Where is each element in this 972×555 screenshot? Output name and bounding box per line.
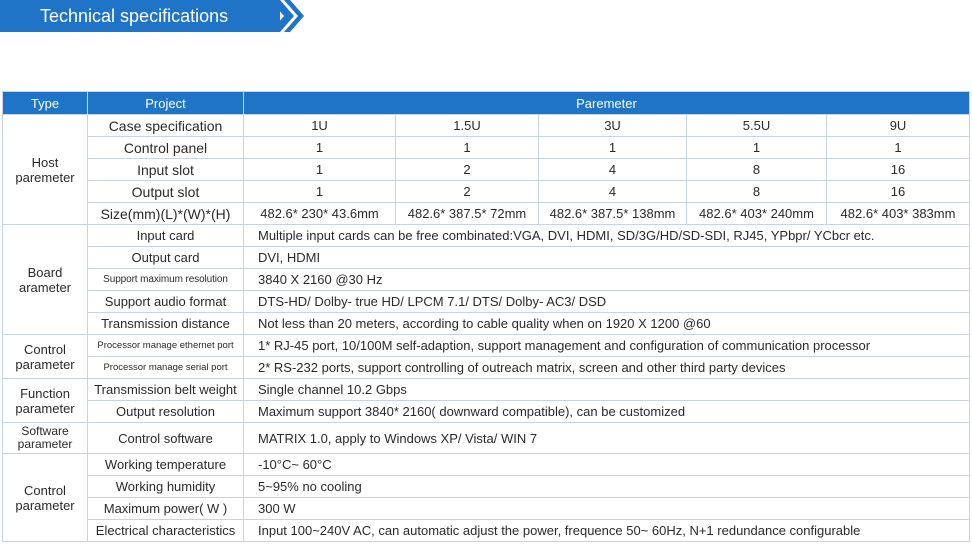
row-value: Input 100~240V AC, can automatic adjust the power, frequence 50~ 60Hz, N+1 redundance configurable — [244, 520, 970, 542]
row-value: DVI, HDMI — [244, 247, 970, 269]
cell: 482.6* 403* 383mm — [827, 203, 970, 225]
group-label: Function parameter — [3, 379, 88, 423]
cell: 4 — [539, 159, 687, 181]
row-value: 1* RJ-45 port, 10/100M self-adaption, support management and configuration of communication processor — [244, 335, 970, 357]
cell: 482.6* 387.5* 72mm — [396, 203, 539, 225]
cell: 9U — [827, 115, 970, 137]
table-row — [3, 520, 970, 542]
row-label: Input card — [88, 225, 244, 247]
table-row — [3, 203, 970, 225]
table-row — [3, 247, 970, 269]
cell: 8 — [687, 181, 827, 203]
header-type: Type — [3, 92, 88, 115]
table-row — [3, 115, 970, 137]
row-value: MATRIX 1.0, apply to Windows XP/ Vista/ WIN 7 — [244, 423, 970, 454]
row-label: Size(mm)(L)*(W)*(H) — [88, 203, 244, 225]
row-label: Output slot — [88, 181, 244, 203]
table-row — [3, 423, 970, 454]
cell: 1 — [539, 137, 687, 159]
table-row — [3, 181, 970, 203]
row-label: Transmission distance — [88, 313, 244, 335]
table-row — [3, 498, 970, 520]
header-parameter: Paremeter — [244, 92, 970, 115]
table-row — [3, 269, 970, 291]
cell: 1 — [244, 137, 396, 159]
row-label: Control panel — [88, 137, 244, 159]
cell: 8 — [687, 159, 827, 181]
row-label: Case specification — [88, 115, 244, 137]
table-row — [3, 379, 970, 401]
cell: 1U — [244, 115, 396, 137]
row-value: -10°C~ 60°C — [244, 454, 970, 476]
row-value: Not less than 20 meters, according to cable quality when on 1920 X 1200 @60 — [244, 313, 970, 335]
cell: 1 — [827, 137, 970, 159]
row-label: Maximum power( W ) — [88, 498, 244, 520]
row-value: 300 W — [244, 498, 970, 520]
cell: 16 — [827, 159, 970, 181]
row-label: Electrical characteristics — [88, 520, 244, 542]
cell: 16 — [827, 181, 970, 203]
table-row — [3, 313, 970, 335]
table-header-row — [3, 92, 970, 115]
cell: 5.5U — [687, 115, 827, 137]
table-row — [3, 357, 970, 379]
row-label: Support maximum resolution — [88, 269, 244, 291]
group-label: Control parameter — [3, 454, 88, 542]
row-value: Single channel 10.2 Gbps — [244, 379, 970, 401]
header-project: Project — [88, 92, 244, 115]
group-label: Control parameter — [3, 335, 88, 379]
group-label: Host paremeter — [3, 115, 88, 225]
double-chevron-right-icon — [270, 0, 310, 32]
cell: 1 — [244, 159, 396, 181]
row-label: Support audio format — [88, 291, 244, 313]
row-label: Processor manage serial port — [88, 357, 244, 379]
table-row — [3, 454, 970, 476]
row-value: Multiple input cards can be free combinated:VGA, DVI, HDMI, SD/3G/HD/SD-SDI, RJ45, YPbpr/ YCbcr etc. — [244, 225, 970, 247]
group-label: Board arameter — [3, 225, 88, 335]
row-label: Processor manage ethernet port — [88, 335, 244, 357]
row-value: 2* RS-232 ports, support controlling of outreach matrix, screen and other third party devices — [244, 357, 970, 379]
row-value: DTS-HD/ Dolby- true HD/ LPCM 7.1/ DTS/ Dolby- AC3/ DSD — [244, 291, 970, 313]
row-label: Output card — [88, 247, 244, 269]
row-value: 3840 X 2160 @30 Hz — [244, 269, 970, 291]
row-value: Maximum support 3840* 2160( downward compatible), can be customized — [244, 401, 970, 423]
cell: 1.5U — [396, 115, 539, 137]
row-label: Working humidity — [88, 476, 244, 498]
group-label: Software parameter — [3, 423, 88, 454]
row-label: Transmission belt weight — [88, 379, 244, 401]
table-row — [3, 137, 970, 159]
spec-table — [2, 91, 970, 542]
cell: 1 — [244, 181, 396, 203]
row-label: Control software — [88, 423, 244, 454]
section-banner — [0, 0, 280, 32]
cell: 4 — [539, 181, 687, 203]
row-value: 5~95% no cooling — [244, 476, 970, 498]
table-row — [3, 291, 970, 313]
cell: 1 — [687, 137, 827, 159]
table-row — [3, 225, 970, 247]
table-row — [3, 476, 970, 498]
cell: 482.6* 387.5* 138mm — [539, 203, 687, 225]
cell: 3U — [539, 115, 687, 137]
cell: 2 — [396, 159, 539, 181]
table-row — [3, 159, 970, 181]
table-row — [3, 401, 970, 423]
cell: 1 — [396, 137, 539, 159]
section-title: Technical specifications — [40, 6, 229, 26]
cell: 482.6* 403* 240mm — [687, 203, 827, 225]
row-label: Working temperature — [88, 454, 244, 476]
row-label: Output resolution — [88, 401, 244, 423]
cell: 2 — [396, 181, 539, 203]
cell: 482.6* 230* 43.6mm — [244, 203, 396, 225]
row-label: Input slot — [88, 159, 244, 181]
table-row — [3, 335, 970, 357]
